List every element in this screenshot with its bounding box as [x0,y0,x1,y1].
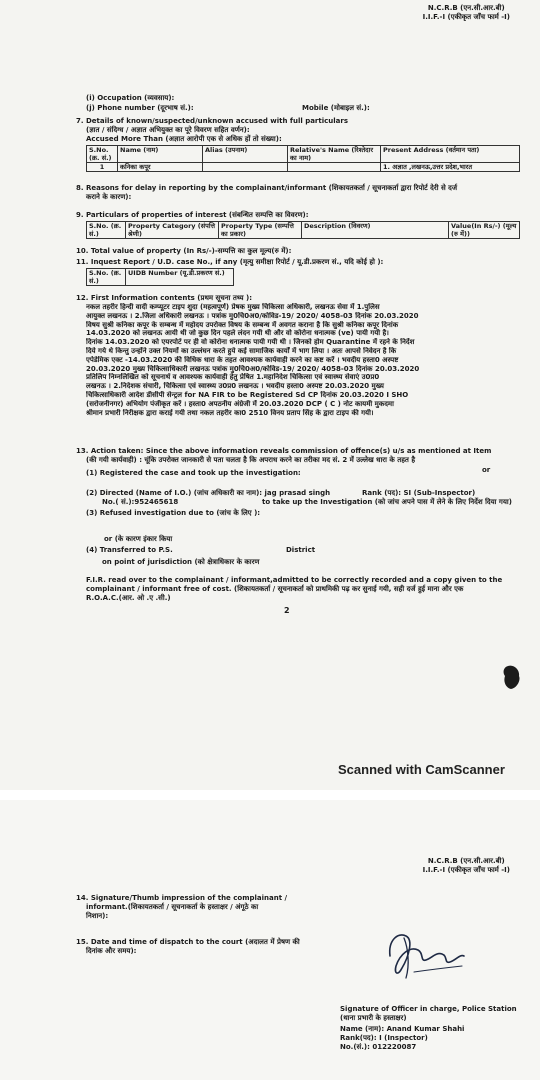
fir-read-line-2: complainant / informant free of cost. (शिकायतकर्ता / सूचनाकर्ता को प्राथमिकी पढ़ कर सुनाई गयी, सही दर्ज हुई माना और एक [86,585,464,593]
accused-more-than-label: Accused More Than (अज्ञात आरोपी एक से अधिक हों तो संख्या): [86,135,282,143]
officer-rank: Rank(पद): I (Inspector) [340,1034,428,1042]
item-13-line-2: (की गयी कार्यवाही) : चूंकि उपरोक्त जानकारी से पता चलता है कि अपराध करने का तरीका मद सं. 2 में उल्लेख धारा के तहत है [86,456,416,464]
table-header-row [87,269,234,286]
refused-investigation-label: (3) Refused investigation due to (जांच के लिए ): [86,509,261,517]
item-14-line-1: 14. Signature/Thumb impression of the complainant / [76,894,288,902]
district-label: District [286,546,316,554]
fir-text-line: दिये गये थे किन्तु उन्होंने उक्त नियमों का उल्लंघन करते हुये कई सामाजिक कार्यों में भाग लिया । अतः आपसे निवेदन है कि [86,346,397,355]
item-11: 11. Inquest Report / U.D. case No., if any (मृत्यु समीक्षा रिपोर्ट / यू.डी.प्रकरण सं., यदि कोई हो ): [76,258,384,266]
header-cell: Alias (उपनाम) [203,146,288,163]
cell-relative [288,163,381,172]
jurisdiction-label: on point of jurisdiction (को क्षेत्राधिकार के कारण [102,558,260,566]
item-12-title: 12. First Information contents (प्रथम सूचना तथ्य ): [76,294,253,302]
refused-reason-label: or (के कारण इंकार किया [104,535,173,543]
property-table [86,221,520,239]
fir-read-line-1: F.I.R. read over to the complainant / informant,admitted to be correctly recorded and a copy given to the [86,576,503,584]
cell-name: कनिका कपूर [118,163,203,172]
table-header-row [87,146,520,163]
registered-case-label: (1) Registered the case and took up the investigation: [86,469,301,477]
header-cell: UIDB Number (यू.डी.प्रकरण सं.) [126,269,234,286]
item-15-line-1: 15. Date and time of dispatch to the court (अदालत में प्रेषण की [76,938,300,946]
fir-text-line: एपेडेमिक एक्ट -14.03.2020 की विधिक धारा के तहत आवश्यक कार्यवाही करने का कष्ट करें । भवदीय हस्ता0 अस्पष्ट [86,355,399,364]
header-cell: S.No. (क्र. सं.) [87,222,126,239]
cell-alias [203,163,288,172]
fir-text-line: 20.03.2020 मुख्य चिकित्साधिकारी लखनऊ पत्रांक मु0चि0अ0/कोविड-19/ 2020/ 4058-03 दिनांक 20.03.2020 [86,364,420,373]
camscanner-watermark: Scanned with CamScanner [338,762,505,777]
first-information-text [86,303,522,417]
header-cell: Description (विवरण) [302,222,449,239]
item-15-line-2: दिनांक और समय): [86,947,137,955]
officer-signature-image [384,928,468,984]
ncrb-title: N.C.R.B (एन.सी.आर.बी) [427,4,505,12]
officer-number: No.(सं.): 012220087 [340,1043,417,1051]
take-up-investigation-label: to take up the Investigation (को जांच अपने पास में लेने के लिए निर्देश दिया गया) [262,498,512,506]
ncrb-title: N.C.R.B (एन.सी.आर.बी) [427,857,505,865]
fir-text-line: चिकित्साधिकारी आदेश डीसीपी सेन्ट्रल for NA FIR to be Registered Sd CP दिनांक 20.03.2020 I SHO [86,390,409,399]
item-13-line-1: 13. Action taken: Since the above information reveals commission of offence(s) u/s as mentioned at Item [76,447,492,455]
item-10: 10. Total value of property (In Rs/-)-सम्पत्ति का कुल मूल्य(रु में): [76,247,292,255]
header-cell: Relative's Name (रिश्तेदार का नाम) [288,146,381,163]
item-14-line-3: निशान): [86,912,109,920]
header-cell: Property Category (संपत्ति श्रेणी) [126,222,219,239]
officer-signature-label: Signature of Officer in charge, Police Station [340,1005,517,1013]
fir-text-line: आयुक्त लखनऊ । 2.जिला अधिकारी लखनऊ । पत्रांक मु0चि0अ0/कोविड-19/ 2020/ 4058-03 दिनांक 20.03.2020 [86,311,419,320]
fir-text-line: नकल तहरीर हिन्दी वादी कम्प्यूटर टाइप शुदा (महत्वपूर्ण) प्रेषक मुख्य चिकित्सा अधिकारी, लखनऊ सेवा में 1.पुलिस [86,303,380,311]
fir-text-line: प्रतिलिप निम्नलिखित को सूचनार्थ व आवश्यक कार्यवाही हेतु प्रेषित 1.महानिदेश चिकित्सा एवं स्वास्थ्य सेवाएं उ0प्र0 [86,373,380,382]
header-cell: Present Address (वर्तमान पता) [381,146,520,163]
item-8-line-1: 8. Reasons for delay in reporting by the complainant/informant (शिकायतकर्ता / सूचनाकर्ता द्वारा रिपोर्ट देरी से दर्ज [76,184,458,192]
item-8-line-2: कराने के कारण): [86,193,132,201]
uidb-table [86,268,234,286]
fir-text-line: (सरोजनीनगर) अभियोग पंजीकृत करें । हस्ता0 अपठनीय अंग्रेजी में 20.03.2020 DCP ( C ) नोट कायमी मुकदमा [86,399,394,408]
occupation-label: (i) Occupation (व्यवसाय): [86,94,175,102]
fir-text-line: श्रीमान प्रभारी निरीक्षक द्वारा कराई गयी तथा नकल तहरीर का0 2510 विनय प्रताप सिंह के द्वारा टाइप की गयी। [86,408,374,417]
io-rank: Rank (पद): SI (Sub-Inspector) [362,489,476,497]
phone-label: (j) Phone number (दूरभाष सं.): [86,104,194,112]
officer-signature-label-hindi: (थाना प्रभारी के हस्ताक्षर) [340,1014,407,1022]
transferred-label: (4) Transferred to P.S. [86,546,173,554]
cell-address: 1. अज्ञात ,लखनऊ,उत्तर प्रदेश,भारत [381,163,520,172]
header-cell: Name (नाम) [118,146,203,163]
header-cell: S.No.(क्र. सं.) [87,146,118,163]
accused-table [86,145,520,172]
officer-name: Name (नाम): Anand Kumar Shahi [340,1025,465,1033]
item-14-line-2: informant.(शिकायतकर्ता / सूचनाकर्ता के हस्ताक्षर / अंगूठे का [86,903,259,911]
table-row [87,163,520,172]
item-7-title: 7. Details of known/suspected/unknown accused with full particulars [76,117,349,125]
ncrb-header [423,857,510,875]
item-7-subtitle: (ज्ञात / संदिग्ध / अज्ञात अभियुक्त का पूरे विवरण सहित वर्णन): [86,126,250,134]
header-cell: S.No. (क्र. सं.) [87,269,126,286]
item-9-title: 9. Particulars of properties of interest (संबन्धित सम्पत्ति का विवरण): [76,211,309,219]
page-number: 2 [284,606,290,615]
fir-text-line: 14.03.2020 को लखनऊ आयी थी जो कुछ दिन पहले लंदन गयी थी और वो कोरोना धनात्मक (ve) पायी गयी है। [86,329,389,338]
table-header-row [87,222,520,239]
fir-read-line-3: R.O.A.C.(आर. ओ .ए .सी.) [86,594,171,602]
ink-blot-mark [502,664,522,690]
header-cell: Value(In Rs/-) (मूल्य (रु में)) [449,222,520,239]
fir-text-line: दिनांक 14.03.2020 को एयरपोर्ट पर ही वो कोरोना धनात्मक पायी गयी थी । जिनको होम Quarantine में रहने के निर्देश [86,338,415,347]
cell-sno: 1 [87,163,118,172]
ncrb-header [423,4,510,22]
mobile-label: Mobile (मोबाइल सं.): [302,104,370,112]
iif-form-title: I.I.F.-I (एकीकृत जाँच फार्म -I) [422,866,510,874]
fir-text-line: लखनऊ । 2.निदेशक संचारी, चिकित्सा एवं स्वास्थ्य उ0प्र0 लखनऊ । भवदीय हस्ता0 अस्पष्ट 20.03.2020 मुख्य [86,382,384,391]
fir-text-line: विषय सुश्री कनिका कपूर के सम्बन्ध में महोदय उपरोक्त विषय के सम्बन्ध में अवगत कराना है कि सुश्री कनिका कपूर दिनांक [86,320,399,329]
iif-form-title: I.I.F.-I (एकीकृत जाँच फार्म -I) [422,13,510,21]
directed-io-label: (2) Directed (Name of I.O.) (जांच अधिकारी का नाम): jag prasad singh [86,489,331,497]
or-label: or [482,466,491,474]
header-cell: Property Type (सम्पत्ति का प्रकार) [219,222,302,239]
io-number: No.( सं.):952465618 [102,498,179,506]
